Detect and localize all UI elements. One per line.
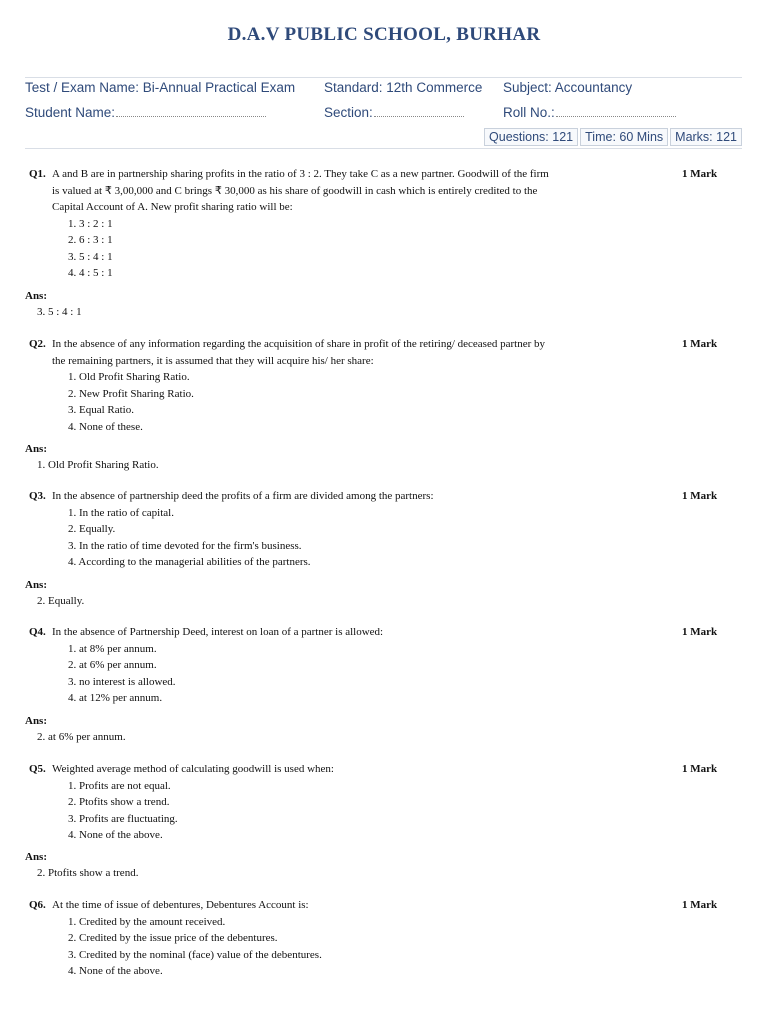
question-mark: 1 Mark <box>682 490 718 502</box>
option: 1. In the ratio of capital. <box>68 506 174 519</box>
question-number: Q3. <box>29 490 46 502</box>
option: 2. Credited by the issue price of the debentures. <box>68 932 278 944</box>
answer-value: 2. at 6% per annum. <box>37 731 126 743</box>
question-number: Q4. <box>29 626 46 638</box>
option: 4. 4 : 5 : 1 <box>68 267 113 279</box>
option: 4. According to the managerial abilities of the partners. <box>68 556 311 568</box>
option: 1. Profits are not equal. <box>68 779 171 792</box>
option: 3. Profits are fluctuating. <box>68 812 178 825</box>
answer-value: 2. Ptofits show a trend. <box>37 867 139 879</box>
total-marks: Marks: 121 <box>670 128 742 146</box>
option: 3. Equal Ratio. <box>68 404 134 416</box>
question-5 <box>25 761 735 844</box>
question-text: A and B are in partnership sharing profits in the ratio of 3 : 2. They take C as a new partner. Goodwill of the firm is valued at ₹ 3,00,000 and C brings ₹ 30,000 as his share of goodwill in cash which is entirely credited to the Capital Account of A. New profit sharing ratio will be: <box>52 168 549 213</box>
section-blank <box>374 104 464 117</box>
question-number: Q6. <box>29 899 46 911</box>
question-mark: 1 Mark <box>682 168 718 180</box>
question-number: Q5. <box>29 763 46 775</box>
option: 3. 5 : 4 : 1 <box>68 250 113 263</box>
student-name-blank <box>116 104 266 117</box>
roll-no-blank <box>556 104 676 117</box>
answer-label: Ans: <box>25 579 48 591</box>
answer-label: Ans: <box>25 851 48 863</box>
question-mark: 1 Mark <box>682 338 718 350</box>
question-mark: 1 Mark <box>682 763 718 775</box>
option: 2. 6 : 3 : 1 <box>68 234 113 246</box>
option: 1. 3 : 2 : 1 <box>68 217 113 230</box>
standard: Standard: 12th Commerce <box>324 80 483 95</box>
student-name-label: Student Name: <box>25 105 116 120</box>
answer-label: Ans: <box>25 443 48 455</box>
option-list <box>68 641 735 707</box>
option: 2. New Profit Sharing Ratio. <box>68 387 194 400</box>
question-text: At the time of issue of debentures, Debentures Account is: <box>52 899 309 911</box>
option: 1. Credited by the amount received. <box>68 915 226 928</box>
option-list <box>68 778 735 844</box>
school-name: D.A.V PUBLIC SCHOOL, BURHAR <box>227 24 541 45</box>
exam-name: Test / Exam Name: Bi-Annual Practical Exam <box>25 80 296 95</box>
answer-value: 1. Old Profit Sharing Ratio. <box>37 459 159 471</box>
header-divider-bottom <box>25 148 742 149</box>
option-list <box>68 914 735 980</box>
question-text: Weighted average method of calculating goodwill is used when: <box>52 763 334 775</box>
option: 4. None of these. <box>68 420 143 433</box>
student-name-field <box>25 104 266 120</box>
option: 1. Old Profit Sharing Ratio. <box>68 371 190 383</box>
option-list <box>68 216 735 282</box>
answer-label: Ans: <box>25 715 48 727</box>
question-number: Q1. <box>29 168 46 180</box>
answer-value: 2. Equally. <box>37 595 85 607</box>
roll-no-field <box>503 104 676 120</box>
option: 3. no interest is allowed. <box>68 675 176 688</box>
option: 4. at 12% per annum. <box>68 692 163 704</box>
question-text: In the absence of any information regarding the acquisition of share in profit of the retiring/ deceased partner by the remaining partners, it is assumed that they will acquire his/ her share: <box>52 338 545 367</box>
option-list <box>68 505 735 571</box>
section-label: Section: <box>324 105 373 120</box>
questions-count: Questions: 121 <box>484 128 578 146</box>
option: 2. Ptofits show a trend. <box>68 796 170 808</box>
question-1 <box>25 166 735 282</box>
option-list <box>68 369 735 435</box>
option: 2. Equally. <box>68 523 116 535</box>
answer-value: 3. 5 : 4 : 1 <box>37 306 82 318</box>
time-limit: Time: 60 Mins <box>580 128 668 146</box>
question-4 <box>25 624 735 707</box>
roll-no-label: Roll No.: <box>503 105 555 120</box>
option: 3. Credited by the nominal (face) value of the debentures. <box>68 948 322 961</box>
answer-label: Ans: <box>25 290 48 302</box>
question-mark: 1 Mark <box>682 899 718 911</box>
question-6 <box>25 897 735 980</box>
subject: Subject: Accountancy <box>503 80 633 95</box>
option: 4. None of the above. <box>68 829 163 841</box>
question-mark: 1 Mark <box>682 626 718 638</box>
option: 3. In the ratio of time devoted for the firm's business. <box>68 539 302 552</box>
exam-stats <box>482 128 742 146</box>
header-divider-top <box>25 77 742 78</box>
question-text: In the absence of partnership deed the profits of a firm are divided among the partners: <box>52 490 434 502</box>
question-2 <box>25 336 735 435</box>
question-text: In the absence of Partnership Deed, interest on loan of a partner is allowed: <box>52 626 384 638</box>
section-field <box>324 104 464 120</box>
option: 1. at 8% per annum. <box>68 642 157 655</box>
question-3 <box>25 488 735 571</box>
option: 4. None of the above. <box>68 965 163 977</box>
option: 2. at 6% per annum. <box>68 659 157 671</box>
question-number: Q2. <box>29 338 46 350</box>
